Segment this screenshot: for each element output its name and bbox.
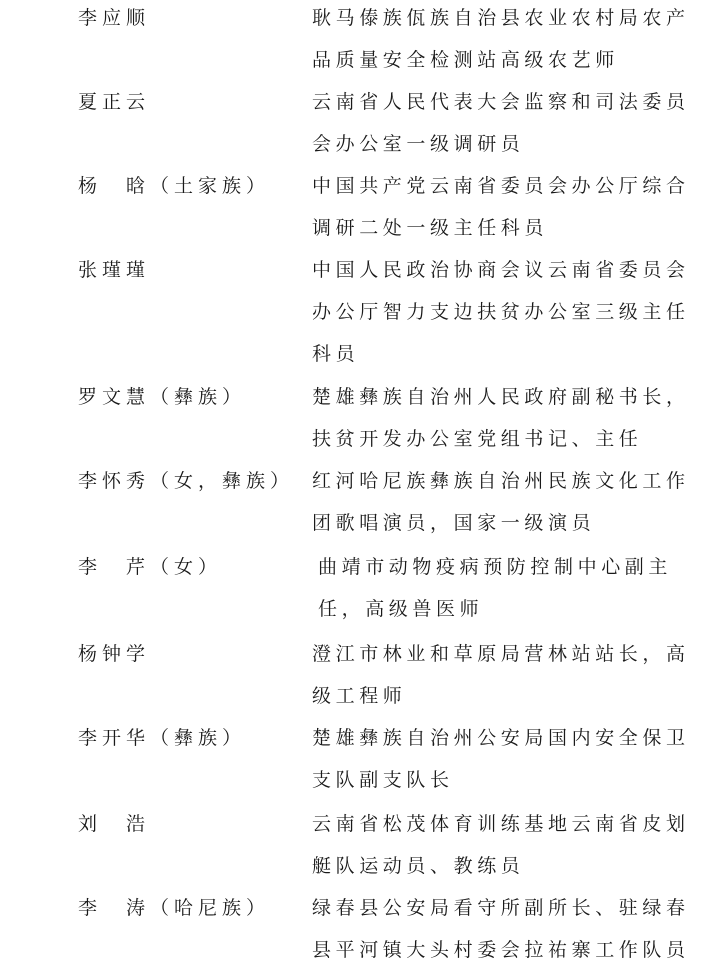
entry-title	[312, 467, 692, 551]
entry-title	[312, 88, 692, 172]
title-line: 调研二处一级主任科员	[312, 217, 549, 239]
entry-title	[312, 640, 692, 724]
title-line: 楚雄彝族自治州人民政府副秘书长，	[312, 386, 690, 408]
title-line: 级工程师	[312, 685, 407, 707]
entry-name: 李 涛（哈尼族）	[78, 897, 271, 919]
entry-name: 张瑾瑾	[78, 259, 151, 281]
title-line: 会办公室一级调研员	[312, 133, 525, 155]
title-line: 品质量安全检测站高级农艺师	[312, 49, 619, 71]
entry-name: 杨钟学	[78, 643, 151, 665]
title-line: 中国共产党云南省委员会办公厅综合	[312, 175, 690, 197]
title-line: 红河哈尼族彝族自治州民族文化工作	[312, 470, 690, 492]
entry-name: 李应顺	[78, 7, 151, 29]
entry-title	[312, 894, 692, 978]
title-line: 云南省人民代表大会监察和司法委员	[312, 91, 690, 113]
entry-title	[312, 810, 692, 894]
entry-name: 罗文慧（彝族）	[78, 386, 247, 408]
entry-title	[312, 383, 692, 467]
entry-title	[312, 4, 692, 88]
entry-name: 李怀秀（女，彝族）	[78, 470, 295, 492]
title-line: 任，高级兽医师	[318, 598, 484, 620]
title-line: 澄江市林业和草原局营林站站长，高	[312, 643, 690, 665]
entry-title	[312, 172, 692, 256]
title-line: 曲靖市动物疫病预防控制中心副主	[318, 556, 673, 578]
entry-name: 李 芹（女）	[78, 556, 223, 578]
title-line: 云南省松茂体育训练基地云南省皮划	[312, 813, 690, 835]
title-line: 艇队运动员、教练员	[312, 855, 525, 877]
entry-name: 夏正云	[78, 91, 151, 113]
title-line: 县平河镇大头村委会拉祐寨工作队员	[312, 939, 690, 961]
entry-title	[312, 256, 692, 382]
title-line: 团歌唱演员，国家一级演员	[312, 512, 596, 534]
title-line: 楚雄彝族自治州公安局国内安全保卫	[312, 727, 690, 749]
title-line: 中国人民政治协商会议云南省委员会	[312, 259, 690, 281]
title-line: 绿春县公安局看守所副所长、驻绿春	[312, 897, 690, 919]
title-line: 办公厅智力支边扶贫办公室三级主任	[312, 301, 690, 323]
entry-name: 刘 浩	[78, 813, 151, 835]
title-line: 扶贫开发办公室党组书记、主任	[312, 428, 643, 450]
entry-name: 杨 晗（土家族）	[78, 175, 271, 197]
entry-title	[312, 724, 692, 808]
entry-name: 李开华（彝族）	[78, 727, 247, 749]
title-line: 支队副支队长	[312, 769, 454, 791]
title-line: 科员	[312, 343, 360, 365]
title-line: 耿马傣族佤族自治县农业农村局农产	[312, 7, 690, 29]
entry-title	[318, 553, 698, 637]
